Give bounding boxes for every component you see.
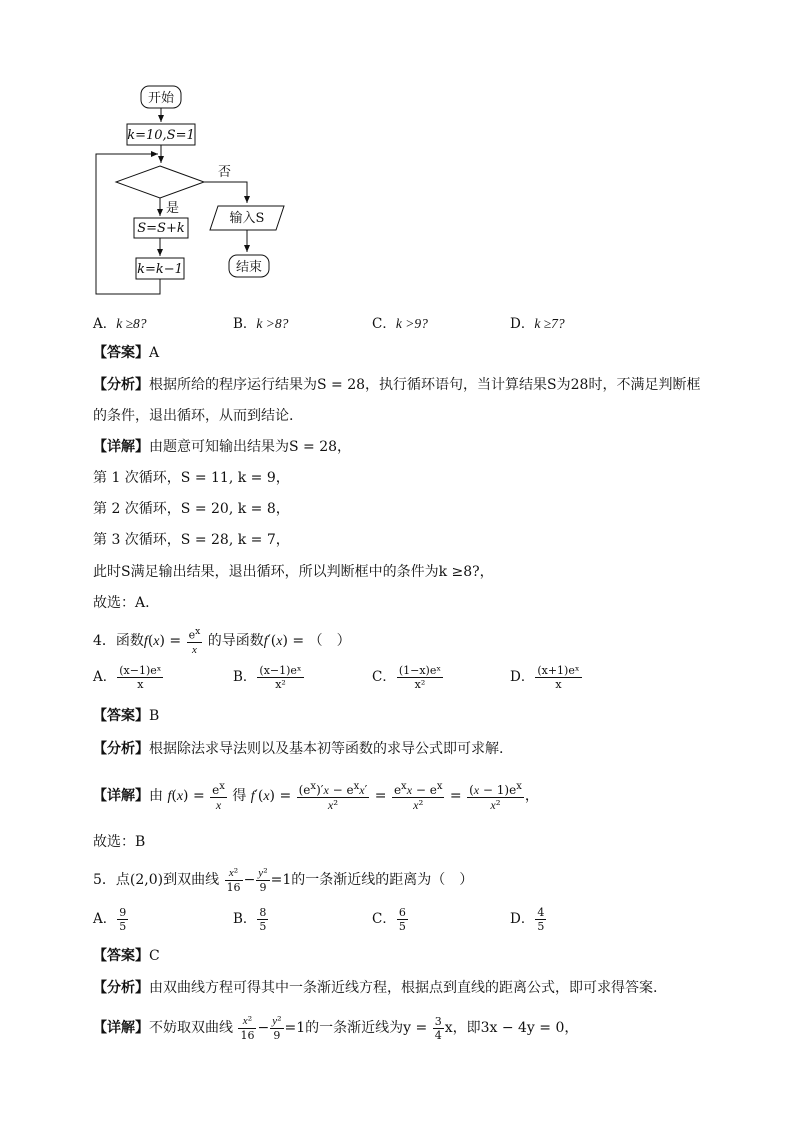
q5-stem: 5．点(2,0)到双曲线 $\frac{\text{x²}}{16}$ − $\frac{\text{y²}}{9}$ =1的一条渐近线的距离为（ ） <box>93 866 474 894</box>
init-label: k=10,S=1 <box>127 128 195 143</box>
yes-label: 是 <box>166 201 180 216</box>
q5-option-d[interactable]: D． $\frac{4}{5}$ <box>510 906 545 933</box>
q4-analysis: 【分析】根据除法求导法则以及基本初等函数的求导公式即可求解. <box>93 741 504 757</box>
end-label: 结束 <box>235 260 263 275</box>
q3-loop-1: 第 1 次循环，S = 11, k = 9， <box>93 470 290 486</box>
q5-analysis: 【分析】由双曲线方程可得其中一条渐近线方程，根据点到直线的距离公式，即可求得答案. <box>93 980 658 996</box>
q3-detail-1: 【详解】由题意可知输出结果为S = 28， <box>93 439 352 455</box>
q4-answer: 【答案】B <box>93 708 160 724</box>
q3-choose: 故选：A. <box>93 595 150 611</box>
q4-detail: 【详解】由 f(x) = $\frac{e^x}{x}$ 得 f′(x) = $\frac{(e^x)'x - e^xx'}{\text{x²}}$ = $\frac{e^xx - e^x}{\text{x²}}$ = $\frac{(x - 1)e^x}{\text{x²}}$ ， <box>93 781 539 812</box>
q3-option-d[interactable]: D．k ≥7? <box>510 316 565 332</box>
decision-node <box>116 166 204 198</box>
q4-choose: 故选：B <box>93 834 146 850</box>
q3-loop-3: 第 3 次循环，S = 28, k = 7， <box>93 532 290 548</box>
q3-analysis-1: 【分析】根据所给的程序运行结果为S = 28，执行循环语句，当计算结果S为28时，不满足判断框 <box>93 377 701 393</box>
q5-option-a[interactable]: A． $\frac{9}{5}$ <box>93 906 127 933</box>
step2-label: k=k−1 <box>137 262 183 277</box>
q3-conclusion: 此时S满足输出结果，退出循环，所以判断框中的条件为k ≥8?， <box>93 564 494 580</box>
flowchart <box>0 0 794 310</box>
q3-option-c[interactable]: C．k >9? <box>372 316 428 332</box>
q5-answer: 【答案】C <box>93 948 160 964</box>
output-label: 输入S <box>229 211 265 226</box>
q5-option-c[interactable]: C． $\frac{6}{5}$ <box>372 906 406 933</box>
q4-option-a[interactable]: A． $\frac{\text{(x−1)eˣ}}{x}$ <box>93 664 162 691</box>
q4-option-d[interactable]: D． $\frac{\text{(x+1)eˣ}}{x}$ <box>510 664 580 691</box>
q3-option-a[interactable]: A．k ≥8? <box>93 316 147 332</box>
start-label: 开始 <box>147 91 175 106</box>
step1-label: S=S+k <box>137 221 185 236</box>
q5-option-b[interactable]: B． $\frac{8}{5}$ <box>233 906 267 933</box>
q5-detail: 【详解】不妨取双曲线 $\frac{\text{x²}}{16}$ − $\frac{\text{y²}}{9}$ =1的一条渐近线为y = $\frac{3}{4}$ x，即3x − 4y = 0， <box>93 1014 579 1042</box>
q3-loop-2: 第 2 次循环，S = 20, k = 8， <box>93 501 290 517</box>
q4-option-b[interactable]: B． $\frac{\text{(x−1)eˣ}}{\text{x²}}$ <box>233 664 302 691</box>
q4-stem: 4．函数f(x) = $\frac{e^x}{x}$ 的导函数f′(x) = （ ） <box>93 626 351 656</box>
q3-option-b[interactable]: B．k >8? <box>233 316 289 332</box>
no-label: 否 <box>218 165 232 180</box>
q3-answer: 【答案】A <box>93 345 160 361</box>
q3-analysis-2: 的条件，退出循环，从而到结论. <box>93 408 294 424</box>
q4-option-c[interactable]: C． $\frac{\text{(1−x)eˣ}}{\text{x²}}$ <box>372 664 442 691</box>
